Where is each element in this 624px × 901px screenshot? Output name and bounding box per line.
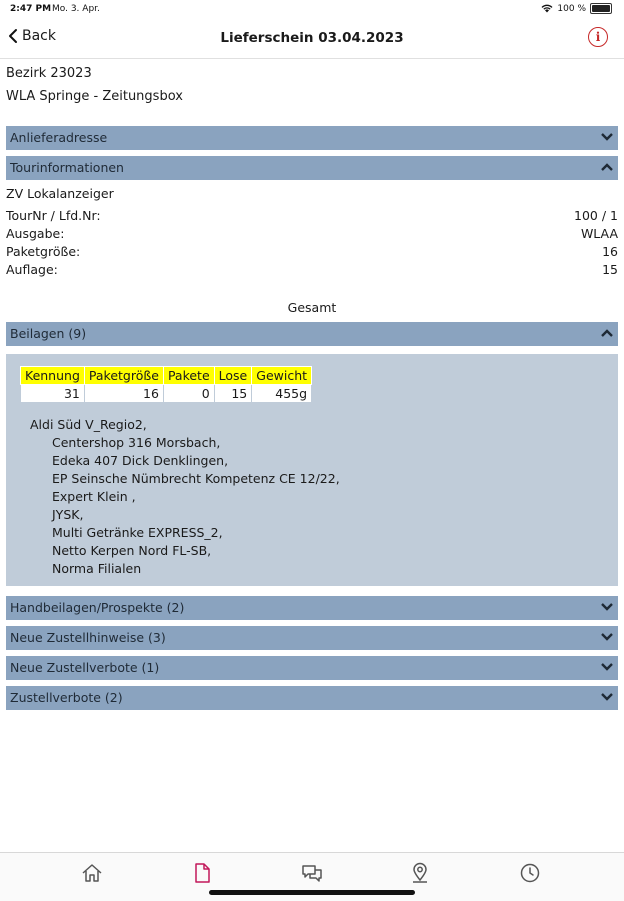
- column-header: Gewicht: [252, 367, 312, 385]
- column-header: Paketgröße: [84, 367, 163, 385]
- chevron-down-icon: [600, 600, 614, 614]
- location-name: WLA Springe - Zeitungsbox: [6, 89, 183, 104]
- chevron-down-icon: [600, 630, 614, 644]
- section-label: Anlieferadresse: [10, 130, 108, 145]
- tour-row: [6, 262, 618, 280]
- beilagen-panel: [6, 354, 618, 586]
- list-item: Centershop 316 Morsbach,: [52, 435, 221, 450]
- list-item: Edeka 407 Dick Denklingen,: [52, 453, 229, 468]
- chat-icon[interactable]: [300, 861, 324, 885]
- table-cell: 16: [84, 385, 163, 403]
- document-icon[interactable]: [190, 861, 214, 885]
- column-header: Lose: [214, 367, 252, 385]
- section-neue-zustellverbote[interactable]: [6, 656, 618, 680]
- list-item: Multi Getränke EXPRESS_2,: [52, 525, 223, 540]
- table-cell: 15: [214, 385, 252, 403]
- section-anlieferadresse[interactable]: [6, 126, 618, 150]
- home-indicator: [209, 890, 415, 895]
- beilagen-list: [30, 416, 340, 578]
- page-title: Lieferschein 03.04.2023: [220, 30, 404, 46]
- section-zustellverbote[interactable]: [6, 686, 618, 710]
- table-header-row: [21, 367, 312, 385]
- section-label: Zustellverbote (2): [10, 690, 123, 705]
- column-header: Kennung: [21, 367, 85, 385]
- wifi-icon: [541, 4, 553, 13]
- tour-row: [6, 244, 618, 262]
- column-header: Pakete: [163, 367, 214, 385]
- section-label: Neue Zustellverbote (1): [10, 660, 160, 675]
- battery-percent: 100 %: [557, 3, 586, 14]
- back-label: Back: [22, 28, 56, 44]
- chevron-down-icon: [600, 690, 614, 704]
- section-label: Beilagen (9): [10, 326, 87, 341]
- table-cell: 31: [21, 385, 85, 403]
- tour-row-key: Ausgabe:: [6, 226, 65, 241]
- chevron-down-icon: [600, 130, 614, 144]
- tour-row-key: Paketgröße:: [6, 244, 81, 259]
- tour-row-value: 15: [602, 262, 618, 277]
- tour-row: [6, 208, 618, 226]
- tour-row-value: 16: [602, 244, 618, 259]
- chevron-down-icon: [600, 660, 614, 674]
- section-beilagen[interactable]: [6, 322, 618, 346]
- list-item: Aldi Süd V_Regio2,: [30, 417, 147, 432]
- section-label: Handbeilagen/Prospekte (2): [10, 600, 185, 615]
- list-item: Norma Filialen: [52, 561, 142, 576]
- list-item: JYSK,: [52, 507, 84, 522]
- list-item: EP Seinsche Nümbrecht Kompetenz CE 12/22,: [52, 471, 340, 486]
- table-cell: 455g: [252, 385, 312, 403]
- status-date: Mo. 3. Apr.: [52, 4, 100, 14]
- section-label: Neue Zustellhinweise (3): [10, 630, 166, 645]
- info-icon[interactable]: i: [588, 27, 608, 47]
- table-row: [21, 385, 312, 403]
- list-item: Netto Kerpen Nord FL-SB,: [52, 543, 212, 558]
- section-tourinformationen[interactable]: [6, 156, 618, 180]
- section-label: Tourinformationen: [10, 160, 124, 175]
- chevron-up-icon: [600, 160, 614, 174]
- status-right: [541, 3, 612, 14]
- tour-row-value: WLAA: [580, 226, 618, 241]
- tour-row: [6, 226, 618, 244]
- section-handbeilagen[interactable]: [6, 596, 618, 620]
- clock-icon[interactable]: [518, 861, 542, 885]
- publisher-name: ZV Lokalanzeiger: [6, 186, 114, 201]
- home-icon[interactable]: [80, 861, 104, 885]
- location-pin-icon[interactable]: [408, 861, 432, 885]
- list-item: Expert Klein ,: [52, 489, 136, 504]
- tour-row-value: 100 / 1: [574, 208, 618, 223]
- navigation-bar: [0, 20, 624, 59]
- battery-icon: [590, 3, 612, 14]
- tour-row-key: TourNr / Lfd.Nr:: [6, 208, 101, 223]
- status-bar: [0, 0, 624, 20]
- gesamt-label: Gesamt: [287, 300, 337, 315]
- bezirk-label: Bezirk 23023: [6, 66, 92, 81]
- chevron-up-icon: [600, 326, 614, 340]
- beilagen-table: [20, 366, 312, 403]
- status-time: 2:47 PM: [10, 4, 52, 14]
- tour-row-key: Auflage:: [6, 262, 58, 277]
- section-zustellhinweise[interactable]: [6, 626, 618, 650]
- table-cell: 0: [163, 385, 214, 403]
